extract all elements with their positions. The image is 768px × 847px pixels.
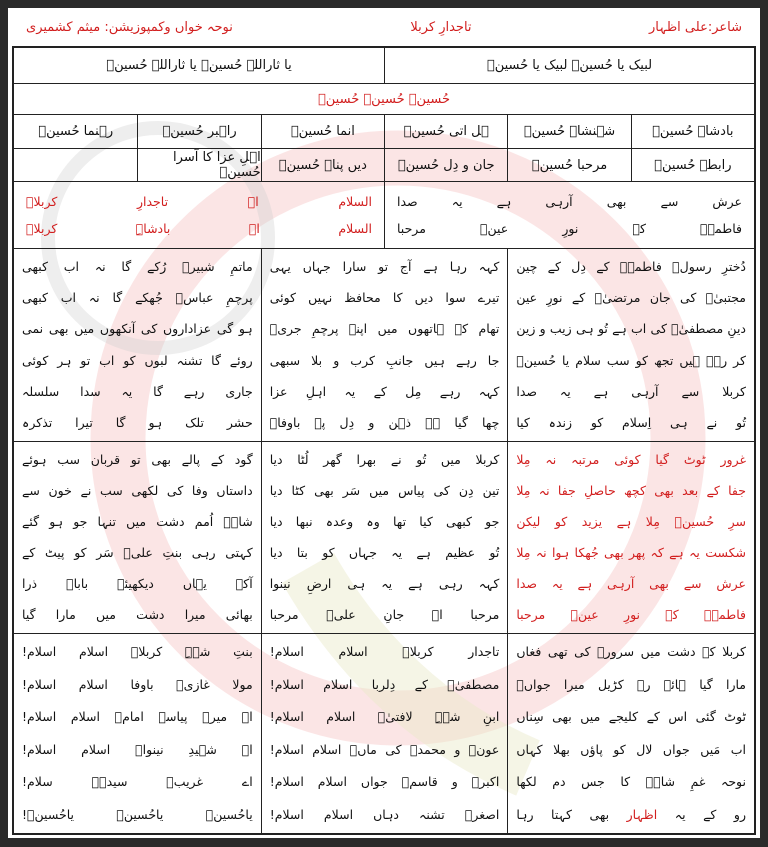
verse-line: تھام کے ہاتھوں میں اپنے پرچمِ جریؑ	[269, 321, 500, 337]
poet-name-highlight: اظہار	[626, 806, 658, 822]
verse-line: اے میرے پیاسے امامؑ اسلام اسلام!	[22, 709, 253, 725]
verse-line: عونؑ و محمدؑ کی ماںؑ اسلام اسلام!	[269, 741, 500, 757]
title-cell: اہلِ عزا کا آسرا حُسینؑ	[137, 149, 260, 181]
verse-stanza	[261, 442, 508, 633]
verse-line: ٹوٹ گئی اس کے کلیجے میں بھی سِناں	[516, 709, 746, 725]
refrain-line: عرش سے بھی آرہی ہے یہ صدا	[397, 193, 742, 209]
verse-line: تُو نے ہی اِسلام کو زندہ کیا	[516, 415, 746, 431]
title-cell	[14, 149, 137, 181]
verse-line: تاجدار کربلاؑ اسلام اسلام!	[269, 644, 500, 660]
verse-line: گود کے پالے بھی تو قربان سب ہوئے	[22, 451, 253, 467]
lyrics-table	[12, 46, 756, 835]
chant-right: لبیک یا حُسینؑ لبیک یا حُسینؑ	[384, 48, 754, 83]
verse-block	[14, 442, 754, 634]
verse-stanza	[14, 634, 261, 833]
verse-stanza	[14, 249, 261, 441]
document-header	[8, 8, 760, 46]
title-cell: راہبر حُسینؑ	[137, 115, 260, 148]
verse-stanza	[14, 442, 261, 633]
verse-text: بھی کہتا رہا	[516, 806, 627, 822]
verse-line: پرچمِ عباسؑ جُھکے گا نہ اب کبھی	[22, 289, 253, 305]
verse-stanza	[507, 442, 754, 633]
verse-line: کربلا میں تُو نے بھرا گھر لُٹا دیا	[269, 451, 500, 467]
verse-line: سرِ حُسینؑ مِلا ہے یزید کو لیکن	[516, 513, 746, 529]
verse-line: تین دِن کی پیاس میں سَر بھی کٹا دیا	[269, 482, 500, 498]
verse-line: کربلا سے آرہی ہے یہ صدا	[516, 383, 746, 399]
verse-stanza	[261, 634, 508, 833]
verse-line: فاطمہؑ کے نورِ عینؑ مرحبا	[516, 607, 746, 623]
verse-block	[14, 634, 754, 833]
refrain-right	[384, 182, 754, 248]
verse-text: رو کے یہ	[657, 806, 746, 822]
verse-stanza	[261, 249, 508, 441]
chant-row	[14, 48, 754, 84]
verse-line: اے غریبؑ سیدہؑ سلام!	[22, 774, 253, 790]
verse-line: چھا گیا ہے ذہن و دِل پہ باوفاؑ	[269, 415, 500, 431]
verse-line: بھائی میرا دشت میں مارا گیا	[22, 607, 253, 623]
title-cell: شہنشاہ حُسینؑ	[507, 115, 630, 148]
verse-line: نوحہ غمِ شاہؑ کا جس دم لکھا	[516, 774, 746, 790]
refrain-row	[14, 182, 754, 249]
verse-line: شاہؑ اُمم دشت میں تنہا جو ہو گئے	[22, 513, 253, 529]
verse-line: کہتی رہی بنتِ علیؑ سَر کو پیٹ کے	[22, 545, 253, 561]
verse-line: جو کبھی کیا تھا وہ وعدہ نبھا دیا	[269, 513, 500, 529]
title-cell: دیں پناہ حُسینؑ	[261, 149, 384, 181]
verse-line: بنتِ شہہِ کربلاؑ اسلام اسلام!	[22, 644, 253, 660]
verse-line: شکست یہ ہے کہ پھر بھی جُھکا ہوا نہ مِلا	[516, 545, 746, 561]
refrain-line: فاطمہؑ کے نورِ عینؑ مرحبا	[397, 220, 742, 236]
verse-line: یاحُسینؑ یاحُسینؑ یاحُسینؑ!	[22, 806, 253, 822]
title-cell: مرحبا حُسینؑ	[507, 149, 630, 181]
verse-line: مرحبا اے جانِ علیؑ مرحبا	[269, 607, 500, 623]
refrain-line: السلام اے بادشاہِ کربلاؑ	[26, 220, 372, 236]
verse-line: جفا کے بعد بھی کچھ حاصلِ جفا نہ مِلا	[516, 482, 746, 498]
verse-line: کربلا کے دشت میں سرورؑ کی تھی فغاں	[516, 644, 746, 660]
poet-credit: شاعر:علی اظہار	[648, 19, 742, 35]
verse-line: حشر تلک ہو گا تیرا تذکرہ	[22, 415, 253, 431]
verse-line: مارا گیا ہائے رے کڑیل میرا جواںؑ	[516, 676, 746, 692]
reciter-credit: نوحہ خواں وکمپوزیشن: میثم کشمیری	[26, 19, 233, 35]
verse-line: دُخترِ رسولؐ فاطمہؑ کے دِل کے چین	[516, 258, 746, 274]
verse-stanza	[507, 634, 754, 833]
verse-line: جا رہے ہیں جانبِ کرب و بلا سبھی	[269, 352, 500, 368]
title-cell: بادشاہ حُسینؑ	[631, 115, 754, 148]
title-cell: جان و دِل حُسینؑ	[384, 149, 507, 181]
verse-line: اصغرؑ تشنہ دہاں اسلام اسلام!	[269, 806, 500, 822]
verse-line: کہہ رہا ہے آج تو سارا جہاں یہی	[269, 258, 500, 274]
verse-line: داستاں وفا کی لکھی سب نے خون سے	[22, 482, 253, 498]
chant-left: یا ثاراللہ حُسینؑ یا ثاراللہ حُسینؑ	[106, 58, 292, 73]
noha-title: تاجدارِ کربلا	[410, 19, 472, 35]
verse-line: کہہ رہے مِل کے یہ اہلِ عزا	[269, 383, 500, 399]
verse-line: مولا غازیؑ باوفا اسلام اسلام!	[22, 676, 253, 692]
verse-line	[516, 806, 746, 824]
verse-line: مجتبیٰؑ کی جان مرتضیٰؑ کے نورِ عین	[516, 289, 746, 305]
verse-line: اکبرؑ و قاسمؑ جواں اسلام اسلام!	[269, 774, 500, 790]
refrain-left	[14, 182, 384, 248]
verse-line: دینِ مصطفیٰؐ کی اب ہے تُو ہی زیب و زین	[516, 321, 746, 337]
verse-block	[14, 249, 754, 442]
refrain-line: السلام اے تاجدارِ کربلاؑ	[26, 193, 372, 209]
chant-center-row	[14, 84, 754, 115]
verse-line: روئے گا تشنہ لبوں کو اب تو ہر کوئی	[22, 352, 253, 368]
verse-stanza	[507, 249, 754, 441]
title-cell: انما حُسینؑ	[261, 115, 384, 148]
verse-line: اے شہیدِ نینواؑ اسلام اسلام!	[22, 741, 253, 757]
verse-line: اب مَیں جواں لال کو پاؤں بھلا کہاں	[516, 741, 746, 757]
document-page	[8, 8, 760, 838]
verse-line: کر رہے ہیں تجھ کو سب سلام یا حُسینؑ	[516, 352, 746, 368]
verse-line: ابنِ شہہِ لافتیٰؑ اسلام اسلام!	[269, 709, 500, 725]
verse-line: کہہ رہی ہے یہ ہی ارضِ نینوا	[269, 576, 500, 592]
verse-line: مصطفیٰؐ کے دِلربا اسلام اسلام!	[269, 676, 500, 692]
verse-line: ہو گی عزاداروں کی آنکھوں میں بھی نمی	[22, 321, 253, 337]
verse-line: عرش سے بھی آرہی ہے یہ صدا	[516, 576, 746, 592]
title-cell: ہل اتی حُسینؑ	[384, 115, 507, 148]
verse-line: غرور ٹوٹ گیا کوئی مرتبہ نہ مِلا	[516, 451, 746, 467]
title-cell: رابطہ حُسینؑ	[631, 149, 754, 181]
titles-row	[14, 149, 754, 182]
titles-row	[14, 115, 754, 149]
verse-line: جاری رہے گا یہ سدا سلسلہ	[22, 383, 253, 399]
verse-line: ماتمِ شبیرؑ رُکے گا نہ اب کبھی	[22, 258, 253, 274]
verse-line: آکے یہاں دیکھیئے باباؑ ذرا	[22, 576, 253, 592]
title-cell: رہنما حُسینؑ	[38, 124, 114, 139]
verse-line: تُو عظیم ہے یہ جہاں کو بتا دیا	[269, 545, 500, 561]
chant-center: حُسینؑ حُسینؑ حُسینؑ	[317, 91, 451, 107]
verse-line: تیرے سوا دیں کا محافظ نہیں کوئی	[269, 289, 500, 305]
